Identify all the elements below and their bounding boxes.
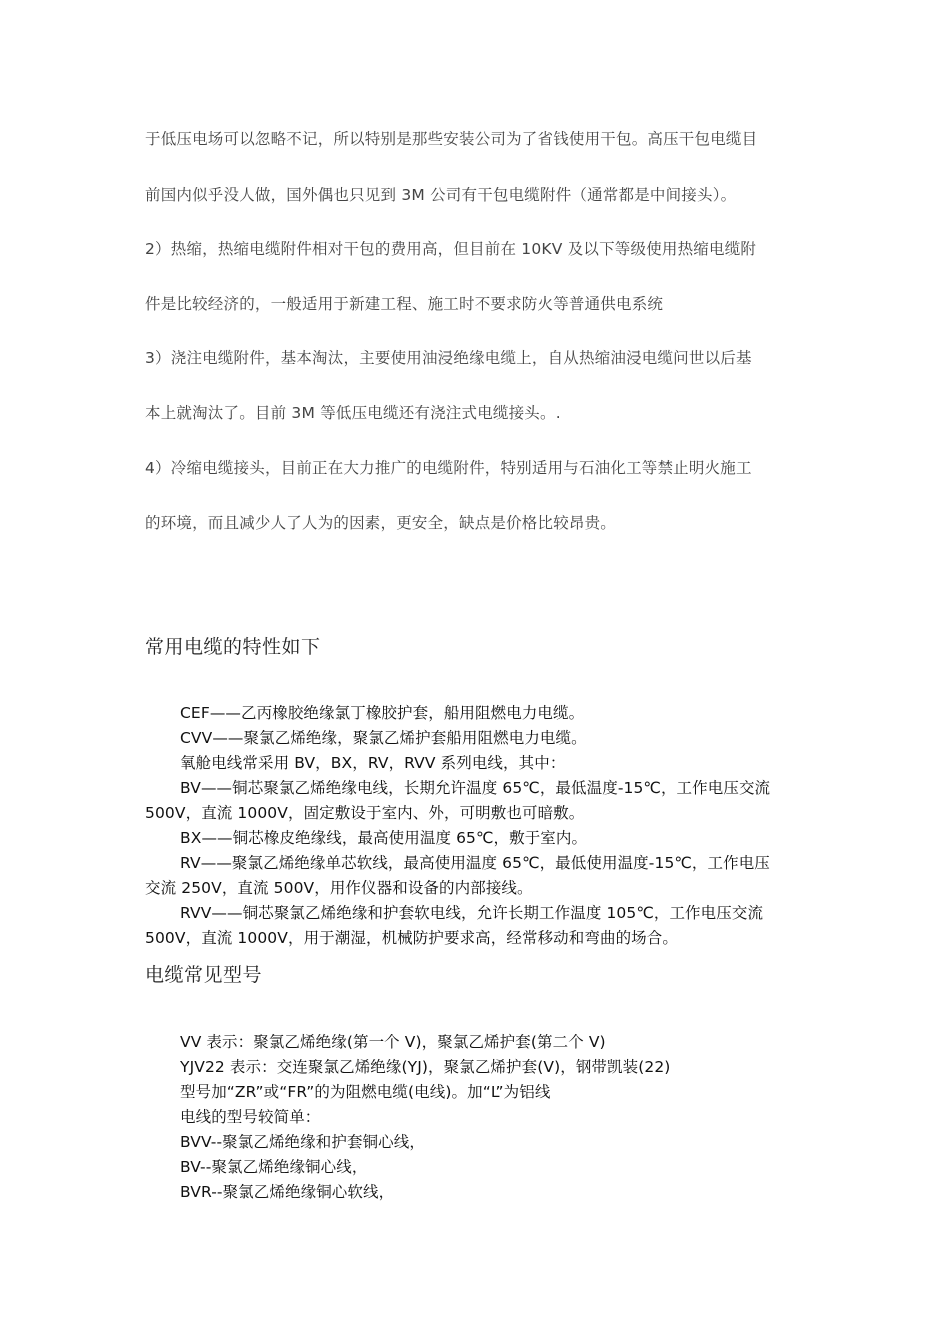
paragraph-line: 4）冷缩电缆接头，目前正在大力推广的电缆附件，特别适用与石油化工等禁止明火施工 (145, 459, 752, 477)
list-item: 氧舱电线常采用 BV，BX，RV，RVV 系列电线，其中： (180, 754, 566, 772)
paragraph-line: 本上就淘汰了。目前 3M 等低压电缆还有浇注式电缆接头。. (145, 404, 561, 422)
list-item-continuation: 交流 250V，直流 500V，用作仪器和设备的内部接线。 (145, 879, 533, 897)
section-heading: 常用电缆的特性如下 (145, 636, 321, 658)
list-item: CEF——乙丙橡胶绝缘氯丁橡胶护套，船用阻燃电力电缆。 (180, 704, 585, 722)
list-item: BV--聚氯乙烯绝缘铜心线， (180, 1158, 368, 1176)
list-item: VV 表示：聚氯乙烯绝缘(第一个 V)，聚氯乙烯护套(第二个 V) (180, 1033, 606, 1051)
list-item: YJV22 表示：交连聚氯乙烯绝缘(YJ)，聚氯乙烯护套(V)，钢带凯装(22) (180, 1058, 671, 1076)
list-item: BV——铜芯聚氯乙烯绝缘电线，长期允许温度 65℃，最低温度-15℃，工作电压交流 (180, 779, 771, 797)
paragraph-line: 于低压电场可以忽略不记，所以特别是那些安装公司为了省钱使用干包。高压干包电缆目 (145, 130, 758, 148)
list-item: BVV--聚氯乙烯绝缘和护套铜心线， (180, 1133, 425, 1151)
list-item: BX——铜芯橡皮绝缘线，最高使用温度 65℃，敷于室内。 (180, 829, 588, 847)
paragraph-line: 前国内似乎没人做，国外偶也只见到 3M 公司有干包电缆附件（通常都是中间接头）。 (145, 186, 737, 204)
paragraph-line: 的环境，而且减少人了人为的因素，更安全，缺点是价格比较昂贵。 (145, 514, 617, 532)
paragraph-line: 3）浇注电缆附件，基本淘汰，主要使用油浸绝缘电缆上，自从热缩油浸电缆问世以后基 (145, 349, 752, 367)
list-item: 型号加“ZR”或“FR”的为阻燃电缆(电线)。加“L”为铝线 (180, 1083, 551, 1101)
section-heading: 电缆常见型号 (145, 964, 263, 986)
paragraph-line: 件是比较经济的，一般适用于新建工程、施工时不要求防火等普通供电系统 (145, 295, 664, 313)
list-item: BVR--聚氯乙烯绝缘铜心软线， (180, 1183, 395, 1201)
list-item-continuation: 500V，直流 1000V，用于潮湿，机械防护要求高，经常移动和弯曲的场合。 (145, 929, 678, 947)
list-item: CVV——聚氯乙烯绝缘，聚氯乙烯护套船用阻燃电力电缆。 (180, 729, 587, 747)
paragraph-line: 2）热缩，热缩电缆附件相对干包的费用高，但目前在 10KV 及以下等级使用热缩电缆附 (145, 240, 757, 258)
list-item: RV——聚氯乙烯绝缘单芯软线，最高使用温度 65℃，最低使用温度-15℃，工作电压 (180, 854, 770, 872)
list-item: 电线的型号较简单： (180, 1108, 321, 1126)
list-item: RVV——铜芯聚氯乙烯绝缘和护套软电线，允许长期工作温度 105℃，工作电压交流 (180, 904, 764, 922)
list-item-continuation: 500V，直流 1000V，固定敷设于室内、外，可明敷也可暗敷。 (145, 804, 585, 822)
